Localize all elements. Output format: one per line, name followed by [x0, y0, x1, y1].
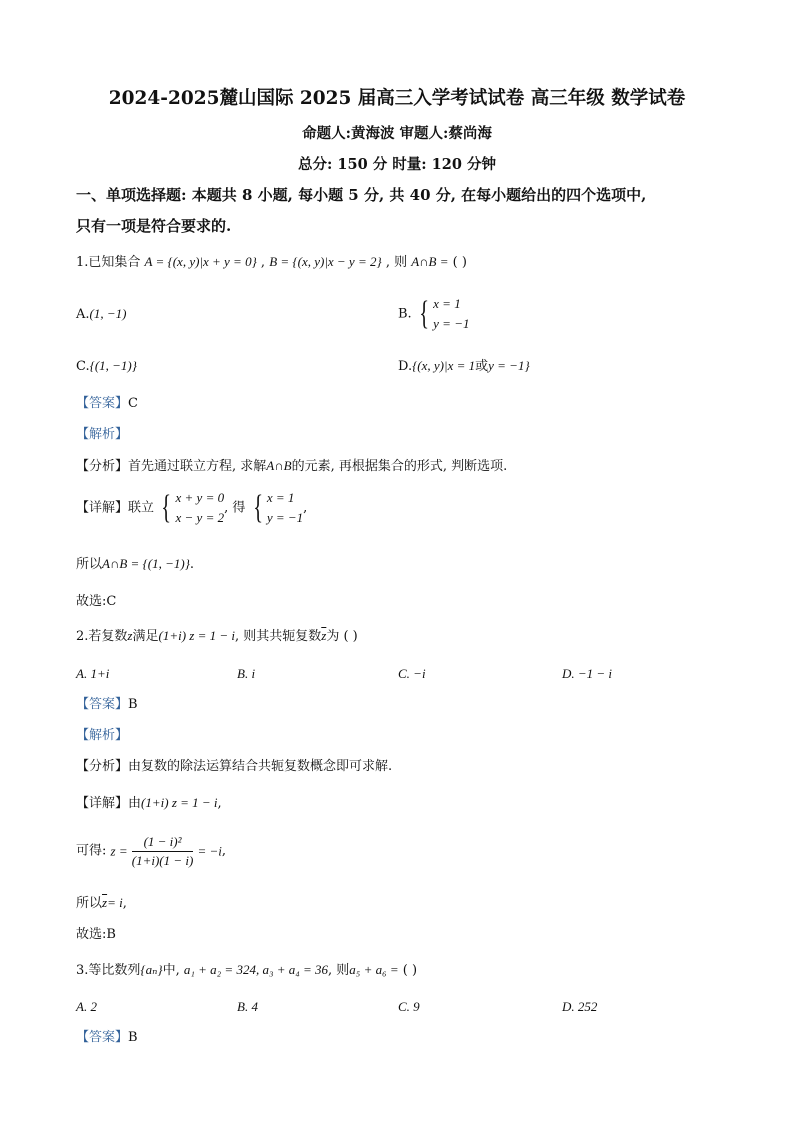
so-text: 所以: [76, 557, 103, 572]
q2-option-d: D. −1 − i: [562, 666, 613, 681]
q3-text: 中,: [162, 963, 180, 978]
detail-text: , 得: [224, 500, 246, 516]
detail-eq: (1+i) z = 1 − i: [141, 795, 218, 810]
answer-tag: 【答案】: [76, 396, 129, 411]
option-value: y = −1}: [488, 358, 530, 373]
q3-option-a: A. 2: [76, 999, 97, 1014]
q1-fenxi: [76, 458, 507, 475]
option-label: A.: [76, 307, 90, 322]
score-time-line: 总分: 150 分 时量: 120 分钟: [298, 156, 496, 173]
q2-eq: (1+i) z = 1 − i: [158, 628, 235, 643]
page-title: 2024-2025麓山国际 2025 届高三入学考试试卷 高三年级 数学试卷: [108, 88, 686, 109]
q1-then: , 则: [385, 255, 408, 270]
detail-text: ,: [303, 500, 308, 516]
answer-value: B: [128, 697, 138, 712]
choose-value: B: [106, 927, 116, 942]
system-row: x − y = 2: [175, 510, 225, 526]
authors-line: 命题人:黄海波 审题人:蔡尚海: [302, 125, 492, 142]
q1-choose: [76, 594, 116, 610]
choose-value: C: [106, 594, 117, 609]
frac-denominator: (1+i)(1 − i): [131, 852, 194, 868]
q1-set-b: B = {(x, y)|x − y = 2}: [269, 254, 382, 269]
option-label: B.: [398, 306, 412, 322]
q2-fraction: [132, 834, 194, 868]
q2-stem: [76, 628, 358, 645]
q3-option-d: D. 252: [562, 999, 598, 1014]
q2-detail: [76, 795, 222, 812]
choose-label: 故选:: [76, 594, 107, 609]
detail-tag: 【详解】: [76, 796, 129, 811]
detail-text: 联立: [128, 500, 155, 516]
q2-fenxi: [76, 759, 392, 775]
q3-option-b: B. 4: [237, 999, 258, 1014]
q2-choose: [76, 927, 116, 943]
detail-tag: 【详解】: [76, 500, 129, 516]
fenxi-text: 由复数的除法运算结合共轭复数概念即可求解.: [128, 759, 393, 774]
frac-numerator: (1 − i)²: [132, 834, 194, 852]
q2-option-c: C. −i: [398, 666, 426, 681]
fenxi-math: A∩B: [266, 458, 292, 473]
frac-rhs: = −i: [197, 843, 222, 859]
so-text: ,: [122, 896, 127, 911]
q2-text: 满足: [132, 629, 159, 644]
answer-tag: 【答案】: [76, 697, 129, 712]
brace-icon: {: [161, 489, 172, 527]
so-text: 所以: [76, 896, 103, 911]
q2-option-b: B. i: [237, 666, 256, 681]
q1-stem: [76, 254, 467, 271]
q2-analysis-tag: 【解析】: [76, 728, 129, 743]
system-row: y = −1: [433, 316, 470, 332]
choose-label: 故选:: [76, 927, 107, 942]
q3-ask: a₅ + a₆ =: [349, 962, 399, 977]
q3-paren: ( ): [402, 963, 418, 978]
brace-icon: {: [419, 295, 429, 333]
derivation-text: ,: [221, 843, 227, 859]
so-text: .: [189, 557, 195, 572]
system-row: x = 1: [266, 490, 295, 505]
q1-ask: A∩B =: [411, 254, 449, 269]
detail-text: 由: [128, 796, 142, 811]
q1-option-c: [76, 358, 137, 375]
q3-cond: a₁ + a₂ = 324, a₃ + a₄ = 36: [183, 962, 329, 977]
so-math: = i: [107, 895, 123, 910]
option-value: {(1, −1)}: [89, 358, 137, 373]
q1-option-b: [398, 294, 469, 334]
frac-lhs: z =: [110, 843, 128, 859]
q2-z: z: [127, 628, 133, 643]
section-heading-line2: 只有一项是符合要求的.: [76, 217, 232, 235]
q2-text: , 则其共轭复数: [235, 629, 322, 644]
q1-paren: ( ): [452, 255, 467, 270]
q1-system-2: [250, 488, 304, 528]
option-label: C.: [76, 359, 90, 374]
q3-prefix: 3.等比数列: [76, 963, 141, 978]
q2-prefix: 2.若复数: [76, 629, 128, 644]
option-b-system: [416, 294, 470, 334]
q1-system-1: [158, 488, 224, 528]
fenxi-text: 首先通过联立方程, 求解: [128, 459, 267, 474]
q2-option-a: A. 1+i: [76, 666, 110, 681]
option-value: {(x, y)|x = 1: [412, 358, 476, 373]
q3-seq: {aₙ}: [140, 962, 163, 977]
q1-analysis-tag: 【解析】: [76, 427, 129, 442]
q1-set-a: A = {(x, y)|x + y = 0}: [144, 254, 257, 269]
q3-text: , 则: [328, 963, 350, 978]
q2-zbar: $\overline{z}$: [321, 628, 327, 643]
system-row: y = −1: [266, 510, 304, 526]
fenxi-text: 的元素, 再根据集合的形式, 判断选项.: [291, 459, 508, 474]
so-math: A∩B = {(1, −1)}: [102, 556, 190, 571]
option-value: (1, −1): [89, 306, 127, 321]
q2-text: 为 ( ): [326, 629, 358, 644]
system-row: x + y = 0: [175, 490, 225, 505]
q1-so: [76, 556, 194, 573]
so-zbar: $\overline{z}$: [102, 895, 108, 910]
answer-tag: 【答案】: [76, 1030, 129, 1045]
answer-value: B: [128, 1030, 138, 1045]
q1-answer: [76, 396, 138, 412]
q1-comma: ,: [260, 255, 266, 270]
fenxi-tag: 【分析】: [76, 759, 129, 774]
q1-prefix: 1.已知集合: [76, 255, 141, 270]
derivation-text: 可得:: [76, 843, 107, 859]
detail-text: ,: [217, 796, 222, 811]
system-row: x = 1: [433, 296, 461, 311]
fenxi-tag: 【分析】: [76, 459, 129, 474]
option-label: D.: [398, 359, 413, 374]
section-heading-line1: 一、单项选择题: 本题共 8 小题, 每小题 5 分, 共 40 分, 在每小题给出的四个选项中,: [76, 186, 647, 204]
q3-answer: [76, 1030, 138, 1046]
q1-option-d: [398, 358, 530, 375]
q1-detail: [76, 488, 307, 528]
q1-option-a: [76, 306, 126, 323]
q2-so: [76, 895, 127, 912]
q3-option-c: C. 9: [398, 999, 420, 1014]
q2-derivation: [76, 834, 226, 868]
answer-value: C: [128, 396, 138, 411]
q3-stem: [76, 962, 417, 979]
option-or: 或: [475, 359, 489, 374]
q2-answer: [76, 697, 138, 713]
brace-icon: {: [252, 489, 263, 527]
